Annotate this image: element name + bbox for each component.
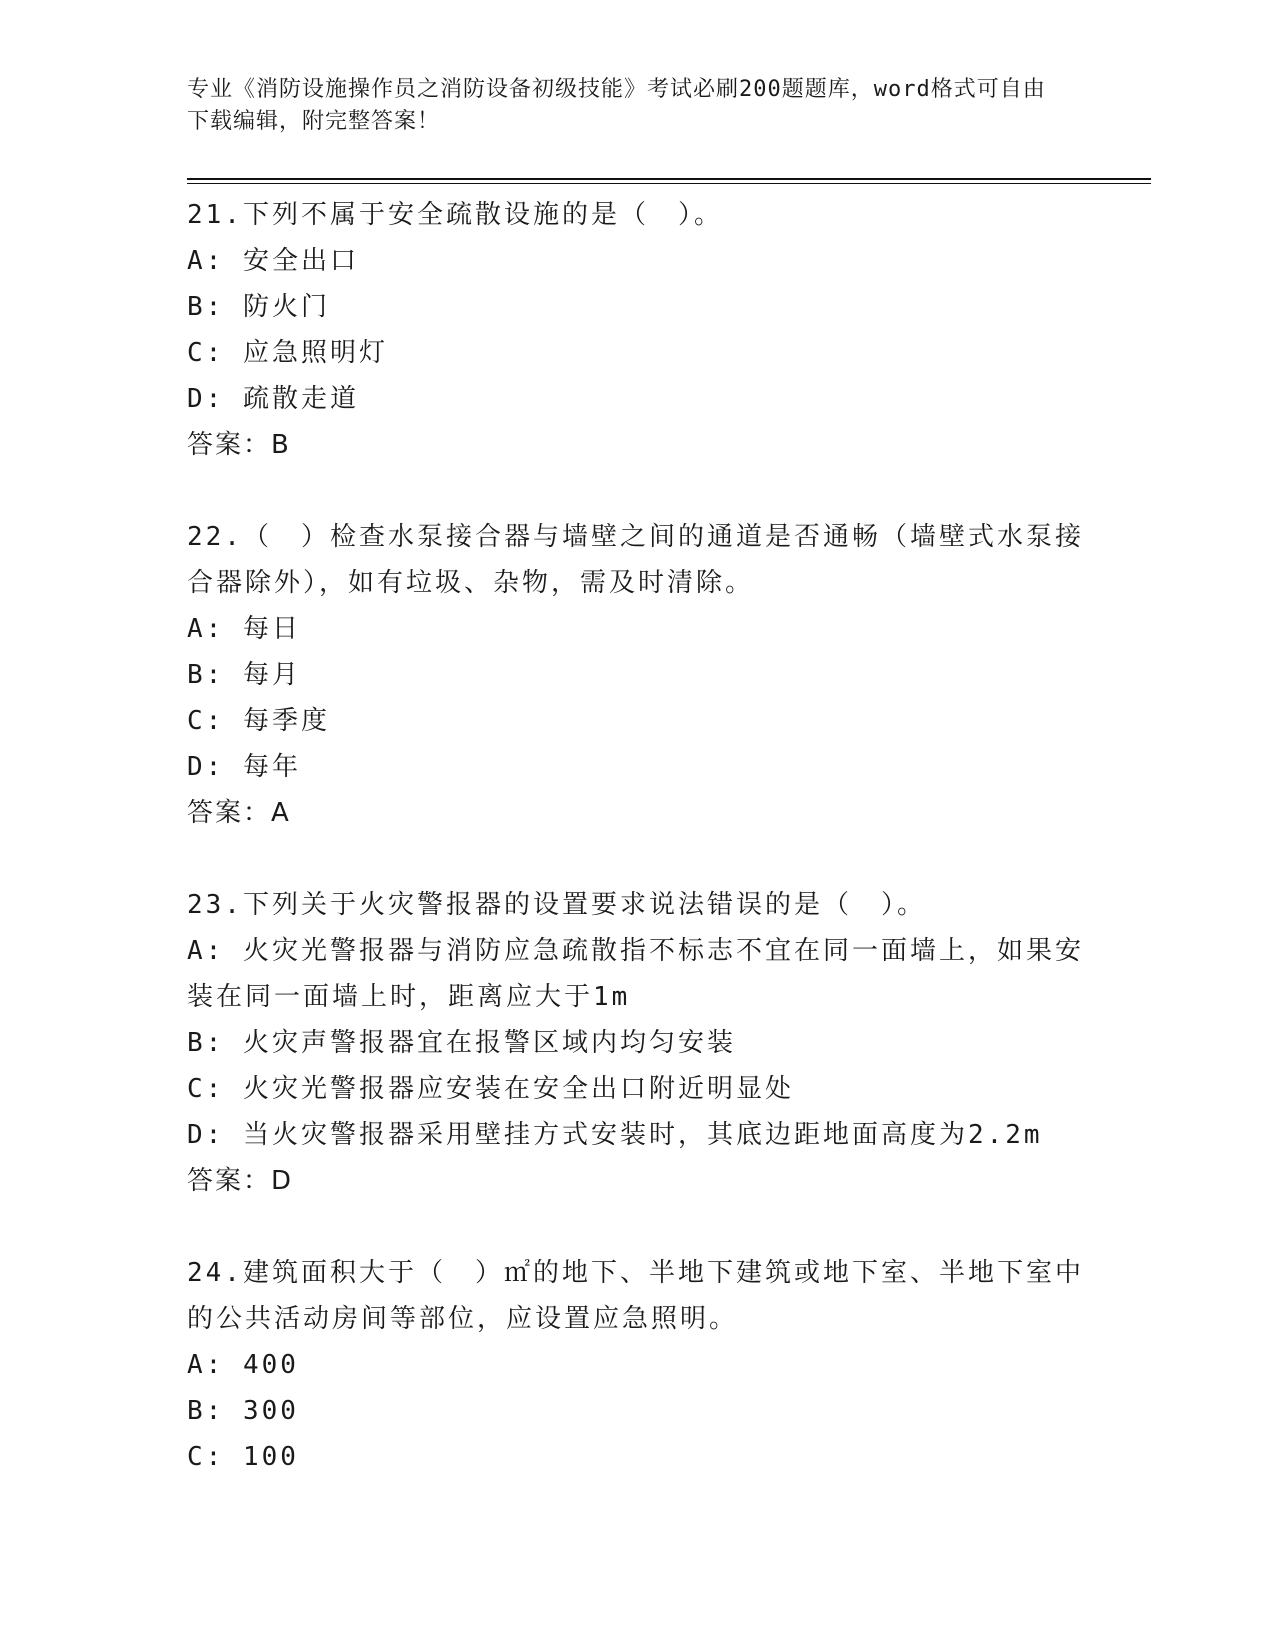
option-b: B: 火灾声警报器宜在报警区域内均匀安装: [187, 1028, 736, 1058]
question-stem: 24.建筑面积大于（ ）㎡的地下、半地下建筑或地下室、半地下室中的公共活动房间等部位，应设置应急照明。: [187, 1258, 1084, 1334]
header-divider-thin: [187, 183, 1151, 184]
header-divider: [187, 178, 1151, 180]
answer-line: 答案：A: [187, 798, 291, 828]
answer-line: 答案：D: [187, 1166, 294, 1196]
question-21: [187, 192, 1087, 468]
option-a: A: 火灾光警报器与消防应急疏散指不标志不宜在同一面墙上，如果安装在同一面墙上时，距离应大于1m: [187, 936, 1084, 1012]
document-header: 专业《消防设施操作员之消防设备初级技能》考试必刷200题题库，word格式可自由下载编辑，附完整答案！: [187, 77, 1046, 134]
question-stem: 22.（ ）检查水泵接合器与墙壁之间的通道是否通畅（墙壁式水泵接合器除外），如有垃圾、杂物，需及时清除。: [187, 522, 1084, 598]
question-list: [187, 192, 1087, 1526]
question-stem: 23.下列关于火灾警报器的设置要求说法错误的是（ ）。: [187, 890, 926, 920]
option-a: A: 每日: [187, 614, 301, 644]
option-b: B: 每月: [187, 660, 301, 690]
question-24: [187, 1250, 1087, 1480]
option-d: D: 疏散走道: [187, 384, 359, 414]
option-a: A: 安全出口: [187, 246, 359, 276]
option-d: D: 每年: [187, 752, 301, 782]
option-a: A: 400: [187, 1350, 299, 1380]
option-c: C: 每季度: [187, 706, 330, 736]
question-22: [187, 514, 1087, 836]
option-b: B: 防火门: [187, 292, 330, 322]
answer-line: 答案：B: [187, 430, 291, 460]
option-c: C: 火灾光警报器应安装在安全出口附近明显处: [187, 1074, 794, 1104]
option-b: B: 300: [187, 1396, 299, 1426]
option-c: C: 应急照明灯: [187, 338, 388, 368]
option-d: D: 当火灾警报器采用壁挂方式安装时，其底边距地面高度为2.2m: [187, 1120, 1043, 1150]
option-c: C: 100: [187, 1442, 299, 1472]
question-stem: 21.下列不属于安全疏散设施的是（ ）。: [187, 200, 723, 230]
question-23: [187, 882, 1087, 1204]
